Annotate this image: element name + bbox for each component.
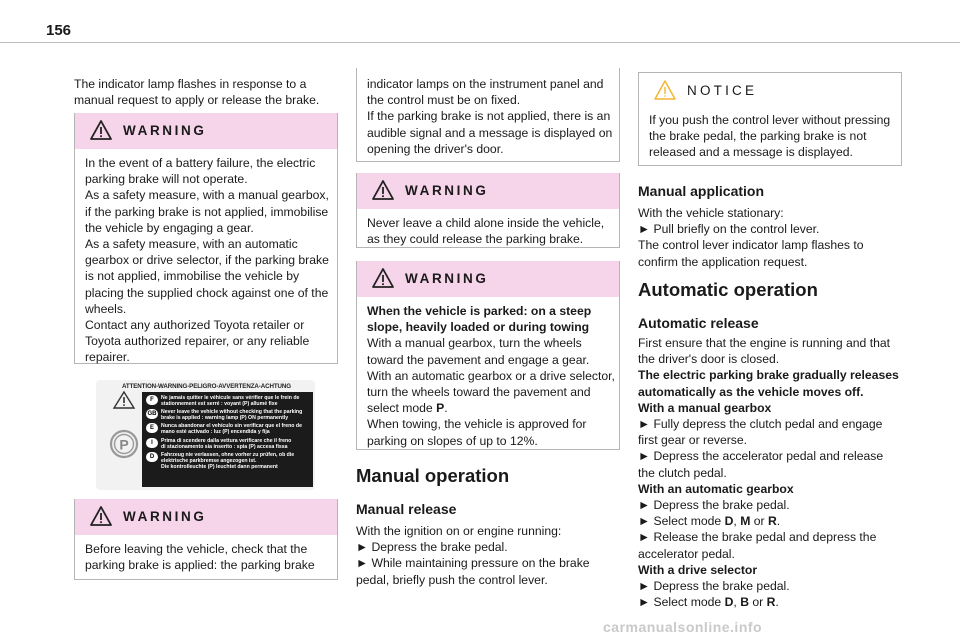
- warning-box-battery: [74, 113, 338, 364]
- warning-body: In the event of a battery failure, the electric parking brake will not operate. As a safety measure, with a manual gearbox, if the parking brake is not applied, immobilise the vehicle by engaging a gear. As a safety measure, with an automatic gearbox or drive selector, if the parking brake is not applied, immobilise the vehicle by placing the supplied chock against one of the wheels. Contact any authorized Toyota retailer or Toyota authorized repairer, or any reliable repairer.: [85, 156, 329, 365]
- warning-header: [357, 261, 619, 297]
- svg-text:P: P: [119, 436, 129, 453]
- page-number: 156: [46, 22, 72, 39]
- warning-body: Before leaving the vehicle, check that the parking brake is applied: the parking brake: [85, 542, 315, 573]
- warning-box-child: [356, 173, 620, 248]
- automatic-operation-heading: Automatic operation: [638, 279, 818, 300]
- warning-triangle-icon: [90, 506, 112, 526]
- warning-title: WARNING: [405, 271, 489, 286]
- warning-triangle-icon: [372, 180, 394, 200]
- manual-application-text: With the vehicle stationary: ► Pull briefly on the control lever. The control lever indicator lamp flashes to confirm the application request.: [638, 206, 864, 269]
- notice-triangle-icon: [654, 80, 676, 100]
- warning-title: WARNING: [405, 183, 489, 198]
- manual-application-heading: Manual application: [638, 183, 765, 199]
- automatic-release-heading: Automatic release: [638, 315, 759, 331]
- manual-gearbox-subheading: With a manual gearbox: [638, 400, 772, 415]
- watermark-footer: carmanualsonline.info: [603, 619, 763, 635]
- warning-header: [357, 173, 619, 209]
- intro-paragraph: The indicator lamp flashes in response to a manual request to apply or release the brake.: [74, 77, 320, 108]
- warning-header: [75, 113, 337, 149]
- mode-p: P: [436, 401, 445, 416]
- manual-release-heading: Manual release: [356, 501, 457, 517]
- automatic-release-text: First ensure that the engine is running and that the driver's door is closed. The electric parking brake gradually releases automatically as the vehicle moves off. With a manual gearbox ► Fully depress the clutch pedal and engage first gear or reverse. ► Depress the accelerator pedal and release the clutch pedal. With an automatic gearbox ► Depress the brake pedal. ► Select mode D, M or R. ► Release the brake pedal and depress the accelerator pedal. With a drive selector ► Depress the brake pedal. ► Select mode D, B or R.: [638, 336, 899, 610]
- continued-box: [356, 68, 620, 162]
- manual-release-text: With the ignition on or engine running: ► Depress the brake pedal. ► While maintaining pressure on the brake pedal, briefly push the control lever.: [356, 524, 590, 587]
- warning-box-parked: [356, 261, 620, 450]
- manual-operation-heading: Manual operation: [356, 465, 510, 486]
- warning-title: WARNING: [123, 123, 207, 138]
- warning-body: Never leave a child alone inside the vehicle, as they could release the parking brake.: [367, 216, 605, 247]
- warning-title: WARNING: [123, 509, 207, 524]
- drive-selector-subheading: With a drive selector: [638, 562, 758, 577]
- notice-body: If you push the control lever without pressing the brake pedal, the parking brake is not released and a message is displayed.: [649, 113, 891, 160]
- label-icons: [109, 388, 139, 468]
- header-rule: [0, 42, 960, 43]
- warning-header: [75, 499, 337, 535]
- notice-header: [639, 73, 901, 109]
- notice-title: NOTICE: [687, 83, 758, 98]
- warning-body: When the vehicle is parked: on a steep slope, heavily loaded or during towing With a manual gearbox, turn the wheels toward the pavement and engage a gear. With an automatic gearbox or a drive selector, turn the wheels toward the pavement and select mode P. When towing, the vehicle is approved for parking on slopes of up to 12%.: [367, 304, 615, 448]
- warning-box-before-leaving: [74, 499, 338, 580]
- notice-box: [638, 72, 902, 166]
- warning-triangle-icon: [90, 120, 112, 140]
- continued-body: indicator lamps on the instrument panel and the control must be on fixed. If the parking brake is not applied, there is an audible signal and a message is displayed on opening the driver's door.: [367, 77, 613, 156]
- warning-triangle-icon: [372, 268, 394, 288]
- label-text-panel: F Ne jamais quitter le véhicule sans vérifier que le frein de stationnement est serré : voyant (P) allumé fixe GB Never leave the vehicle without checking that the parking brake is applied : warning lamp (P) ON permanently E Nunca abandonar el vehículo sin verificar que el freno de mano esté activado : luz (P) encendida y fija I Prima di scendere dalla vettura verificare che il freno di stazionamento sia inserito : spia (P) accesa fissa D Fahrzeug nie verlassen, ohne vorher zu prüfen, ob die elektrische parkbremse angezogen ist. Die kontrolleuchte (P) leuchtet dann permanent: [142, 392, 313, 487]
- parking-warning-label-image: [96, 380, 315, 490]
- label-header: ATTENTION-WARNING-PELIGRO-AVVERTENZA-ACHTUNG: [122, 383, 291, 390]
- automatic-gearbox-subheading: With an automatic gearbox: [638, 481, 794, 496]
